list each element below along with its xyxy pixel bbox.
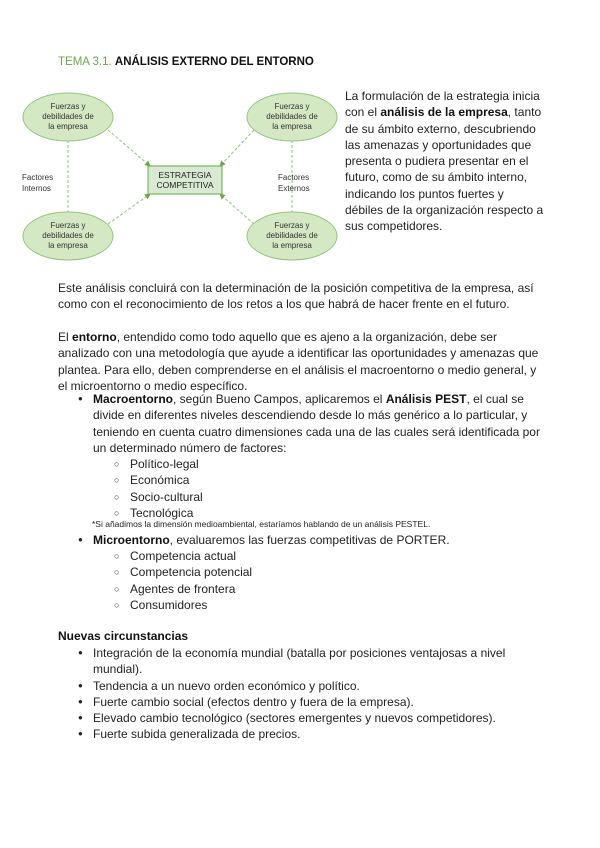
list-item: ○ Agentes de frontera [114, 581, 414, 597]
list-item: ○ Económica [114, 472, 414, 488]
heading-nuevas-circunstancias: Nuevas circunstancias [58, 629, 189, 643]
connector-bl [108, 194, 150, 224]
list-item: ○ Socio-cultural [114, 489, 414, 505]
paragraph-entorno: El entorno, entendido como todo aquello que es ajeno a la organización, debe ser analizado con una metodología que ayude a identificar las oportunidades y amenazas que plantea. Para ello, deben comprenderse en el análisis el macroentorno o medio general, y el microentorno o medio específico. [58, 330, 539, 393]
list-item: ○ Competencia potencial [114, 564, 414, 580]
node-top-left: Fuerzas y debilidades de la empresa [42, 102, 94, 131]
strategy-diagram [22, 88, 340, 264]
title-text: ANÁLISIS EXTERNO DEL ENTORNO [114, 56, 314, 68]
micro-sublist [114, 548, 414, 613]
intro-paragraph: La formulación de la estrategia inicia con el análisis de la empresa, tanto de su ámbito externo, descubriendo las amenazas y oportunidades que presenta o pudiera presentar en el futuro, como de su ámbito interno, indicando los puntos fuertes y débiles de la organización respecto a sus competidores. [345, 89, 544, 234]
title-number: TEMA 3.1. [58, 56, 112, 68]
list-item: ● Tendencia a un nuevo orden económico y político. [78, 678, 518, 694]
connector-tl [108, 130, 150, 166]
label-factores-externos: Factores Externos [278, 173, 310, 193]
center-box: ESTRATEGIA COMPETITIVA [156, 170, 214, 190]
paragraph-conclusion: Este análisis concluirá con la determinación de la posición competitiva de la empresa, así como con el reconocimiento de los retos a los que habrá de hacer frente en el futuro. [58, 281, 534, 312]
label-factores-internos: Factores Internos [22, 173, 54, 193]
node-top-right: Fuerzas y debilidades de la empresa [266, 102, 318, 131]
list-item: ○ Consumidores [114, 597, 414, 613]
nuevas-list [78, 645, 518, 743]
list-item: ● Fuerte cambio social (efectos dentro y fuera de la empresa). [78, 694, 518, 710]
macro-sublist [114, 456, 414, 521]
list-item-macroentorno: ● Macroentorno, según Bueno Campos, aplicaremos el Análisis PEST, el cual se divide en diferentes niveles descendiendo desde lo más genérico a lo particular, y teniendo en cuenta cuatro dimensiones cada una de las cuales será identificada por un determinado número de factores: [78, 391, 548, 456]
pestel-note: *Si añadimos la dimensión medioambiental, estaríamos hablando de un análisis PESTEL. [92, 519, 431, 529]
list-item: ○ Competencia actual [114, 548, 414, 564]
node-bottom-right: Fuerzas y debilidades de la empresa [266, 221, 318, 250]
list-item-microentorno: ● Microentorno, evaluaremos las fuerzas competitivas de PORTER. [78, 532, 548, 548]
list-item: ● Fuerte subida generalizada de precios. [78, 726, 518, 742]
list-item: ○ Político-legal [114, 456, 414, 472]
macro-list [78, 391, 548, 456]
page-title [58, 56, 314, 68]
list-item: ○ Tecnológica [114, 505, 414, 521]
list-item: ● Integración de la economía mundial (batalla por posiciones ventajosas a nivel mundial). [78, 645, 518, 678]
list-item: ● Elevado cambio tecnológico (sectores emergentes y nuevos competidores). [78, 710, 518, 726]
micro-list [78, 532, 548, 548]
node-bottom-left: Fuerzas y debilidades de la empresa [42, 221, 94, 250]
